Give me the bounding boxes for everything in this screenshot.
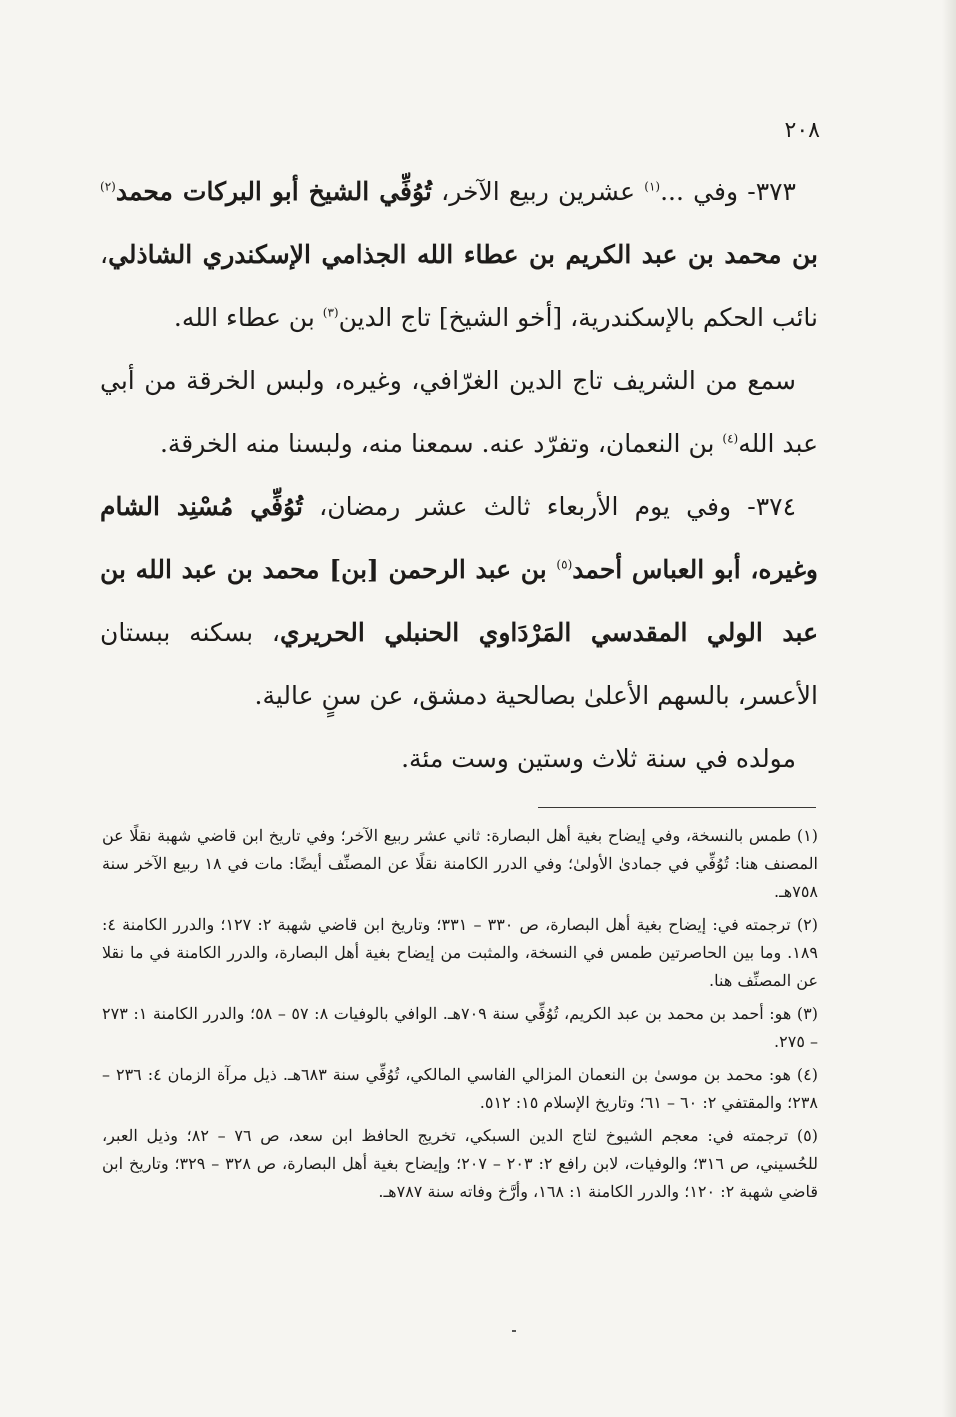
entry-374-birth-paragraph xyxy=(100,727,818,790)
entry-374-place: ، بسكنه ببستان الأعسر، بالسهم الأعلىٰ بصالحية دمشق، عن سنٍ عالية. xyxy=(100,618,818,710)
footnote-ref-3[interactable]: (٣) xyxy=(322,305,339,320)
entry-373-name: تُوُفِّي الشيخ أبو البركات محمد xyxy=(115,177,432,206)
footnotes-section xyxy=(102,822,818,1211)
footnote-1: (١) طمس بالنسخة، وفي إيضاح بغية أهل البصارة: ثاني عشر ربيع الآخر؛ وفي تاريخ ابن قاضي شهبة نقلًا عن المصنف هنا: تُوُفِّي في جمادىٰ الأولىٰ؛ وفي الدرر الكامنة نقلًا عن المصنِّف أيضًا: مات في ١٨ ربيع الآخر سنة ٧٥٨هـ. xyxy=(102,826,818,901)
entry-374-name: تُوُفِّي مُسْنِد الشام وغيره، أبو العباس أحمد xyxy=(100,492,818,584)
entry-373-hearing-text: سمع من الشريف تاج الدين الغرّافي، وغيره، ولبس الخرقة من أبي عبد الله xyxy=(100,366,818,458)
entry-373-hearing-end: بن النعمان، وتفرّد عنه. سمعنا منه، ولبسنا منه الخرقة. xyxy=(159,429,723,458)
footnote-3: (٣) هو: أحمد بن محمد بن عبد الكريم، تُوُفِّي سنة ٧٠٩هـ. الوافي بالوفيات ٨: ٥٧ – ٥٨؛ والدرر الكامنة ١: ٢٧٣ – ٢٧٥. xyxy=(102,1004,819,1051)
entry-373-end: بن عطاء الله. xyxy=(173,303,323,332)
entry-373-lineage: بن محمد بن عبد الكريم بن عطاء الله الجذامي الإسكندري الشاذلي xyxy=(108,240,818,269)
footnote-ref-5[interactable]: (٥) xyxy=(556,557,573,572)
entry-373-date: عشرين ربيع الآخر، xyxy=(431,177,645,206)
footnote-ref-1[interactable]: (١) xyxy=(644,179,661,194)
footnote-ref-2[interactable]: (٢) xyxy=(100,179,116,194)
entry-374-birth-text: مولده في سنة ثلاث وستين وست مئة. xyxy=(401,744,796,773)
page-number: ٢٠٨ xyxy=(784,118,820,143)
entry-374-lead: ٣٧٤- وفي يوم الأربعاء ثالث عشر رمضان، xyxy=(302,492,797,521)
page-edge-shadow xyxy=(942,0,956,1417)
entry-373-lead: ٣٧٣- وفي ... xyxy=(660,177,796,206)
footnote-2: (٢) ترجمته في: إيضاح بغية أهل البصارة، ص ٣٣٠ – ٣٣١؛ وتاريخ ابن قاضي شهبة ٢: ١٢٧؛ والدرر الكامنة ٤: ١٨٩. وما بين الحاصرتين طمس في النسخة، والمثبت من إيضاح بغية أهل البصارة، والدرر الكامنة في ما نقلا عن المصنِّف هنا. xyxy=(102,915,818,990)
footnote-divider xyxy=(538,807,816,808)
main-text xyxy=(100,160,818,790)
scan-dot xyxy=(512,1330,516,1332)
footnote-4: (٤) هو: محمد بن موسىٰ بن النعمان المزالي الفاسي المالكي، تُوُفِّي سنة ٦٨٣هـ. ذيل مرآة الزمان ٤: ٢٣٦ – ٢٣٨؛ والمقتفي ٢: ٦٠ – ٦١؛ وتاريخ الإسلام ١٥: ٥١٢. xyxy=(102,1065,818,1112)
footnote-5: (٥) ترجمته في: معجم الشيوخ لتاج الدين السبكي، تخريج الحافظ ابن سعد، ص ٧٦ – ٨٢؛ وذيل العبر، للحُسيني، ص ٣١٦؛ والوفيات، لابن رافع ٢: ٢٠٣ – ٢٠٧؛ وإيضاح بغية أهل البصارة، ص ٣٢٨ – ٣٢٩؛ وتاريخ ابن قاضي شهبة ٢: ١٢٠؛ والدرر الكامنة ١: ١٦٨، وأرَّخ وفاته سنة ٧٨٧هـ. xyxy=(102,1126,819,1201)
entry-373-hearing-paragraph xyxy=(100,349,818,475)
entry-374-paragraph xyxy=(100,475,818,727)
entry-373-office: ، نائب الحكم بالإسكندرية، [أخو الشيخ] تاج الدين xyxy=(100,240,818,332)
footnote-ref-4[interactable]: (٤) xyxy=(722,431,739,446)
entry-373-paragraph xyxy=(100,160,818,349)
entry-374-lineage: بن عبد الرحمن [بن] محمد بن عبد الله بن عبد الولي المقدسي المَرْدَاوي الحنبلي الحريري xyxy=(100,555,818,647)
